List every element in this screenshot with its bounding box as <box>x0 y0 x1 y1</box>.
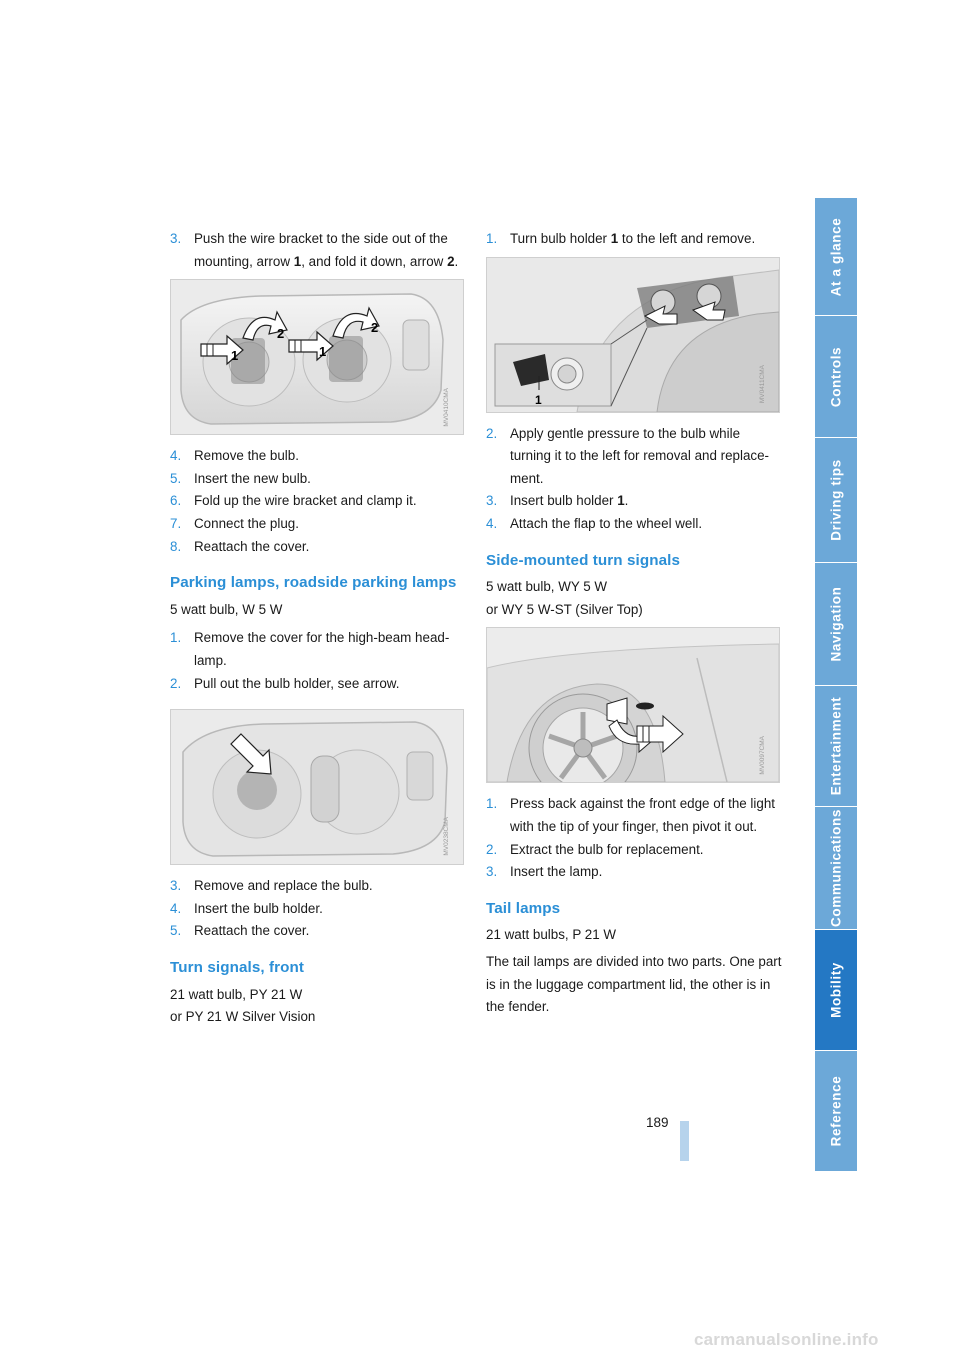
step-item <box>486 839 782 862</box>
step-text: Reattach the cover. <box>194 538 310 554</box>
step-item <box>170 513 466 536</box>
step-item <box>170 673 466 696</box>
step-item <box>170 228 466 273</box>
step-number: 5. <box>170 470 182 486</box>
step-number: 4. <box>170 448 182 464</box>
step-item <box>486 793 782 838</box>
step-text: Insert the new bulb. <box>194 470 311 486</box>
tab-at-a-glance[interactable] <box>815 198 857 316</box>
bulb-holder-illustration <box>171 710 463 864</box>
tab-mobility[interactable] <box>815 930 857 1051</box>
step-item <box>170 490 466 513</box>
step-item <box>170 627 466 672</box>
step-text: Extract the bulb for replacement. <box>510 841 704 857</box>
headlamp-illustration <box>171 280 463 434</box>
step-item <box>486 513 782 536</box>
step-number: 1. <box>486 796 498 812</box>
section-heading-parking-lamps: Parking lamps, roadside parking lamps <box>170 574 457 592</box>
step-item <box>170 898 466 921</box>
figure-code: MV0238CMA <box>443 817 451 857</box>
step-number: 1. <box>170 630 182 646</box>
step-item <box>170 445 466 468</box>
step-number: 2. <box>486 841 498 857</box>
figure-headlamp-wire-bracket <box>170 279 464 435</box>
callout-2: 2 <box>277 326 285 342</box>
step-text: Remove the cover for the high-beam head-lamp. <box>194 630 450 668</box>
step-number: 8. <box>170 538 182 554</box>
step-text: Attach the flap to the wheel well. <box>510 515 703 531</box>
section-heading-side-mounted-turn-signals: Side-mounted turn signals <box>486 551 681 569</box>
tab-label: Entertainment <box>828 696 844 796</box>
callout-1: 1 <box>535 392 542 407</box>
step-item <box>170 920 466 943</box>
step-item <box>170 875 466 898</box>
step-text: Push the wire bracket to the side out of the mounting, arrow 1, and fold it down, arrow 2. <box>194 231 459 269</box>
tab-driving-tips[interactable] <box>815 438 857 563</box>
step-list <box>486 793 782 883</box>
tab-label: Reference <box>828 1075 844 1147</box>
page-number-bar <box>680 1121 689 1161</box>
tab-communications[interactable] <box>815 807 857 930</box>
chapter-tabs <box>815 198 857 1172</box>
tab-controls[interactable] <box>815 316 857 438</box>
figure-code: MV0410CMA <box>443 387 451 427</box>
tab-label: Communications <box>828 809 844 927</box>
bulb-spec: or WY 5 W-ST (Silver Top) <box>486 601 643 617</box>
step-list <box>170 228 466 273</box>
figure-code: MV0097CMA <box>759 735 767 775</box>
tab-label: Controls <box>828 346 844 407</box>
figure-wheel-well-bulb-holder <box>486 257 780 413</box>
step-text: Insert the lamp. <box>510 864 603 880</box>
callout-1: 1 <box>231 348 239 364</box>
tab-entertainment[interactable] <box>815 686 857 807</box>
step-number: 7. <box>170 515 182 531</box>
step-number: 3. <box>486 864 498 880</box>
bulb-spec: 21 watt bulb, PY 21 W <box>170 986 303 1002</box>
step-item <box>486 423 782 491</box>
page-number: 189 <box>646 1115 669 1130</box>
step-text: Apply gentle pressure to the bulb while turning it to the left for removal and replace-ment. <box>510 425 770 486</box>
step-text: Fold up the wire bracket and clamp it. <box>194 493 417 509</box>
left-column <box>170 228 466 1035</box>
step-number: 2. <box>486 425 498 441</box>
tab-label: Navigation <box>828 586 844 662</box>
step-text: Pull out the bulb holder, see arrow. <box>194 675 400 691</box>
step-number: 4. <box>170 900 182 916</box>
step-number: 1. <box>486 231 498 246</box>
step-number: 6. <box>170 493 182 509</box>
step-number: 4. <box>486 515 498 531</box>
tab-label: At a glance <box>828 217 844 296</box>
step-number: 2. <box>170 675 182 691</box>
wheel-well-illustration <box>487 258 779 412</box>
step-item <box>486 490 782 513</box>
section-heading-tail-lamps: Tail lamps <box>486 899 561 917</box>
tab-label: Mobility <box>828 962 844 1018</box>
tab-label: Driving tips <box>828 459 844 541</box>
step-text: Remove the bulb. <box>194 448 299 464</box>
step-text: Press back against the front edge of the light with the tip of your finger, then pivot it out. <box>510 796 776 834</box>
figure-code: MV0411CMA <box>759 365 767 404</box>
step-number: 3. <box>486 493 498 509</box>
side-signal-illustration <box>487 628 779 782</box>
step-text: Reattach the cover. <box>194 923 310 939</box>
step-list <box>170 627 466 695</box>
step-list <box>170 875 466 943</box>
section-heading-turn-signals-front: Turn signals, front <box>170 958 305 976</box>
step-text: Turn bulb holder 1 to the left and remove. <box>510 231 756 246</box>
step-item <box>486 228 782 251</box>
step-text: Remove and replace the bulb. <box>194 878 373 894</box>
bulb-spec: 5 watt bulb, WY 5 W <box>486 579 608 595</box>
step-number: 5. <box>170 923 182 939</box>
step-list <box>486 423 782 536</box>
step-number: 3. <box>170 231 182 246</box>
step-text: Insert the bulb holder. <box>194 900 323 916</box>
right-column <box>486 228 782 1025</box>
step-number: 3. <box>170 878 182 894</box>
step-item <box>170 468 466 491</box>
figure-side-turn-signal <box>486 627 780 783</box>
step-item <box>486 861 782 884</box>
bulb-spec: or PY 21 W Silver Vision <box>170 1009 316 1025</box>
step-text: Insert bulb holder 1. <box>510 493 629 509</box>
step-text: Connect the plug. <box>194 515 299 531</box>
tab-reference[interactable] <box>815 1051 857 1172</box>
tab-navigation[interactable] <box>815 563 857 686</box>
step-list <box>486 228 782 251</box>
bulb-spec: 5 watt bulb, W 5 W <box>170 601 283 617</box>
tail-lamps-description: The tail lamps are divided into two parts. One part is in the luggage compartment lid, the other is in the fender. <box>486 953 782 1015</box>
watermark: carmanualsonline.info <box>694 1330 879 1349</box>
callout-1: 1 <box>319 344 327 360</box>
step-item <box>170 536 466 559</box>
step-list <box>170 445 466 558</box>
bulb-spec: 21 watt bulbs, P 21 W <box>486 927 617 943</box>
figure-bulb-holder <box>170 709 464 865</box>
callout-2: 2 <box>371 320 379 336</box>
